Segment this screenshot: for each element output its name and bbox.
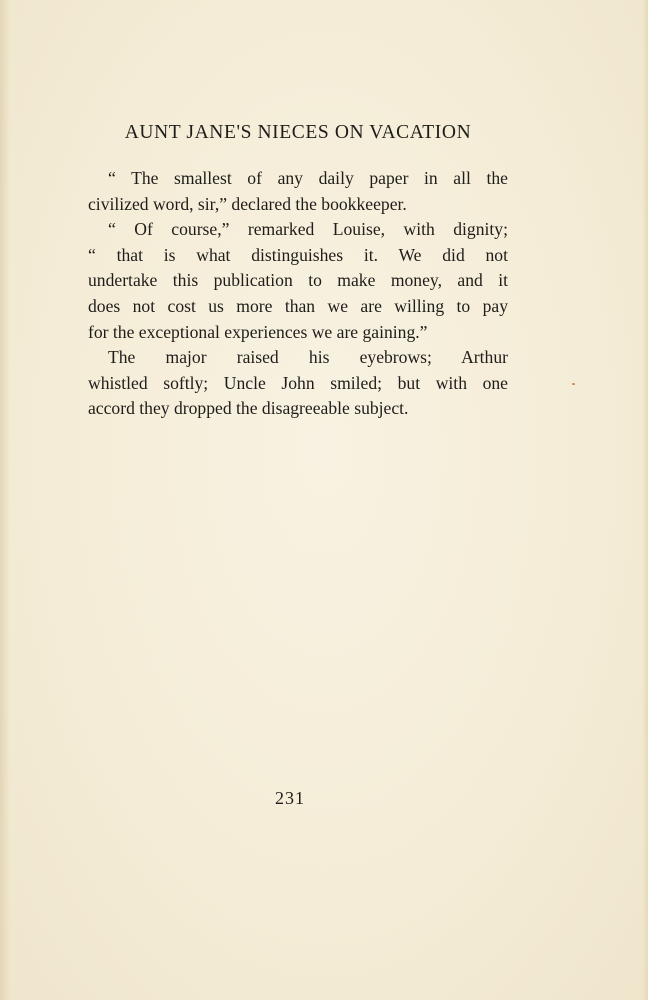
page-number: 231 xyxy=(275,788,305,808)
page-edge-shadow xyxy=(642,0,648,1000)
paragraph xyxy=(88,166,508,217)
page-edge-shadow xyxy=(0,0,10,1000)
text-line: The major raised his eyebrows; Arthur xyxy=(108,347,508,368)
text-line: undertake this publication to make money, and it xyxy=(88,270,508,291)
paragraph xyxy=(88,345,508,422)
body-text xyxy=(88,166,508,422)
paper-speck xyxy=(572,383,575,385)
text-line: for the exceptional experiences we are gaining.” xyxy=(88,321,428,342)
text-line: civilized word, sir,” declared the bookkeeper. xyxy=(88,193,407,214)
text-line: “ Of course,” remarked Louise, with dignity; xyxy=(108,219,508,240)
text-line: whistled softly; Uncle John smiled; but with one xyxy=(88,372,508,393)
text-line: does not cost us more than we are willing to pay xyxy=(88,295,508,316)
paragraph xyxy=(88,217,508,345)
running-head: AUNT JANE'S NIECES ON VACATION xyxy=(124,122,472,143)
text-line: “ that is what distinguishes it. We did not xyxy=(88,244,508,265)
text-line: “ The smallest of any daily paper in all the xyxy=(108,168,508,188)
text-line: accord they dropped the disagreeable subject. xyxy=(88,398,409,419)
